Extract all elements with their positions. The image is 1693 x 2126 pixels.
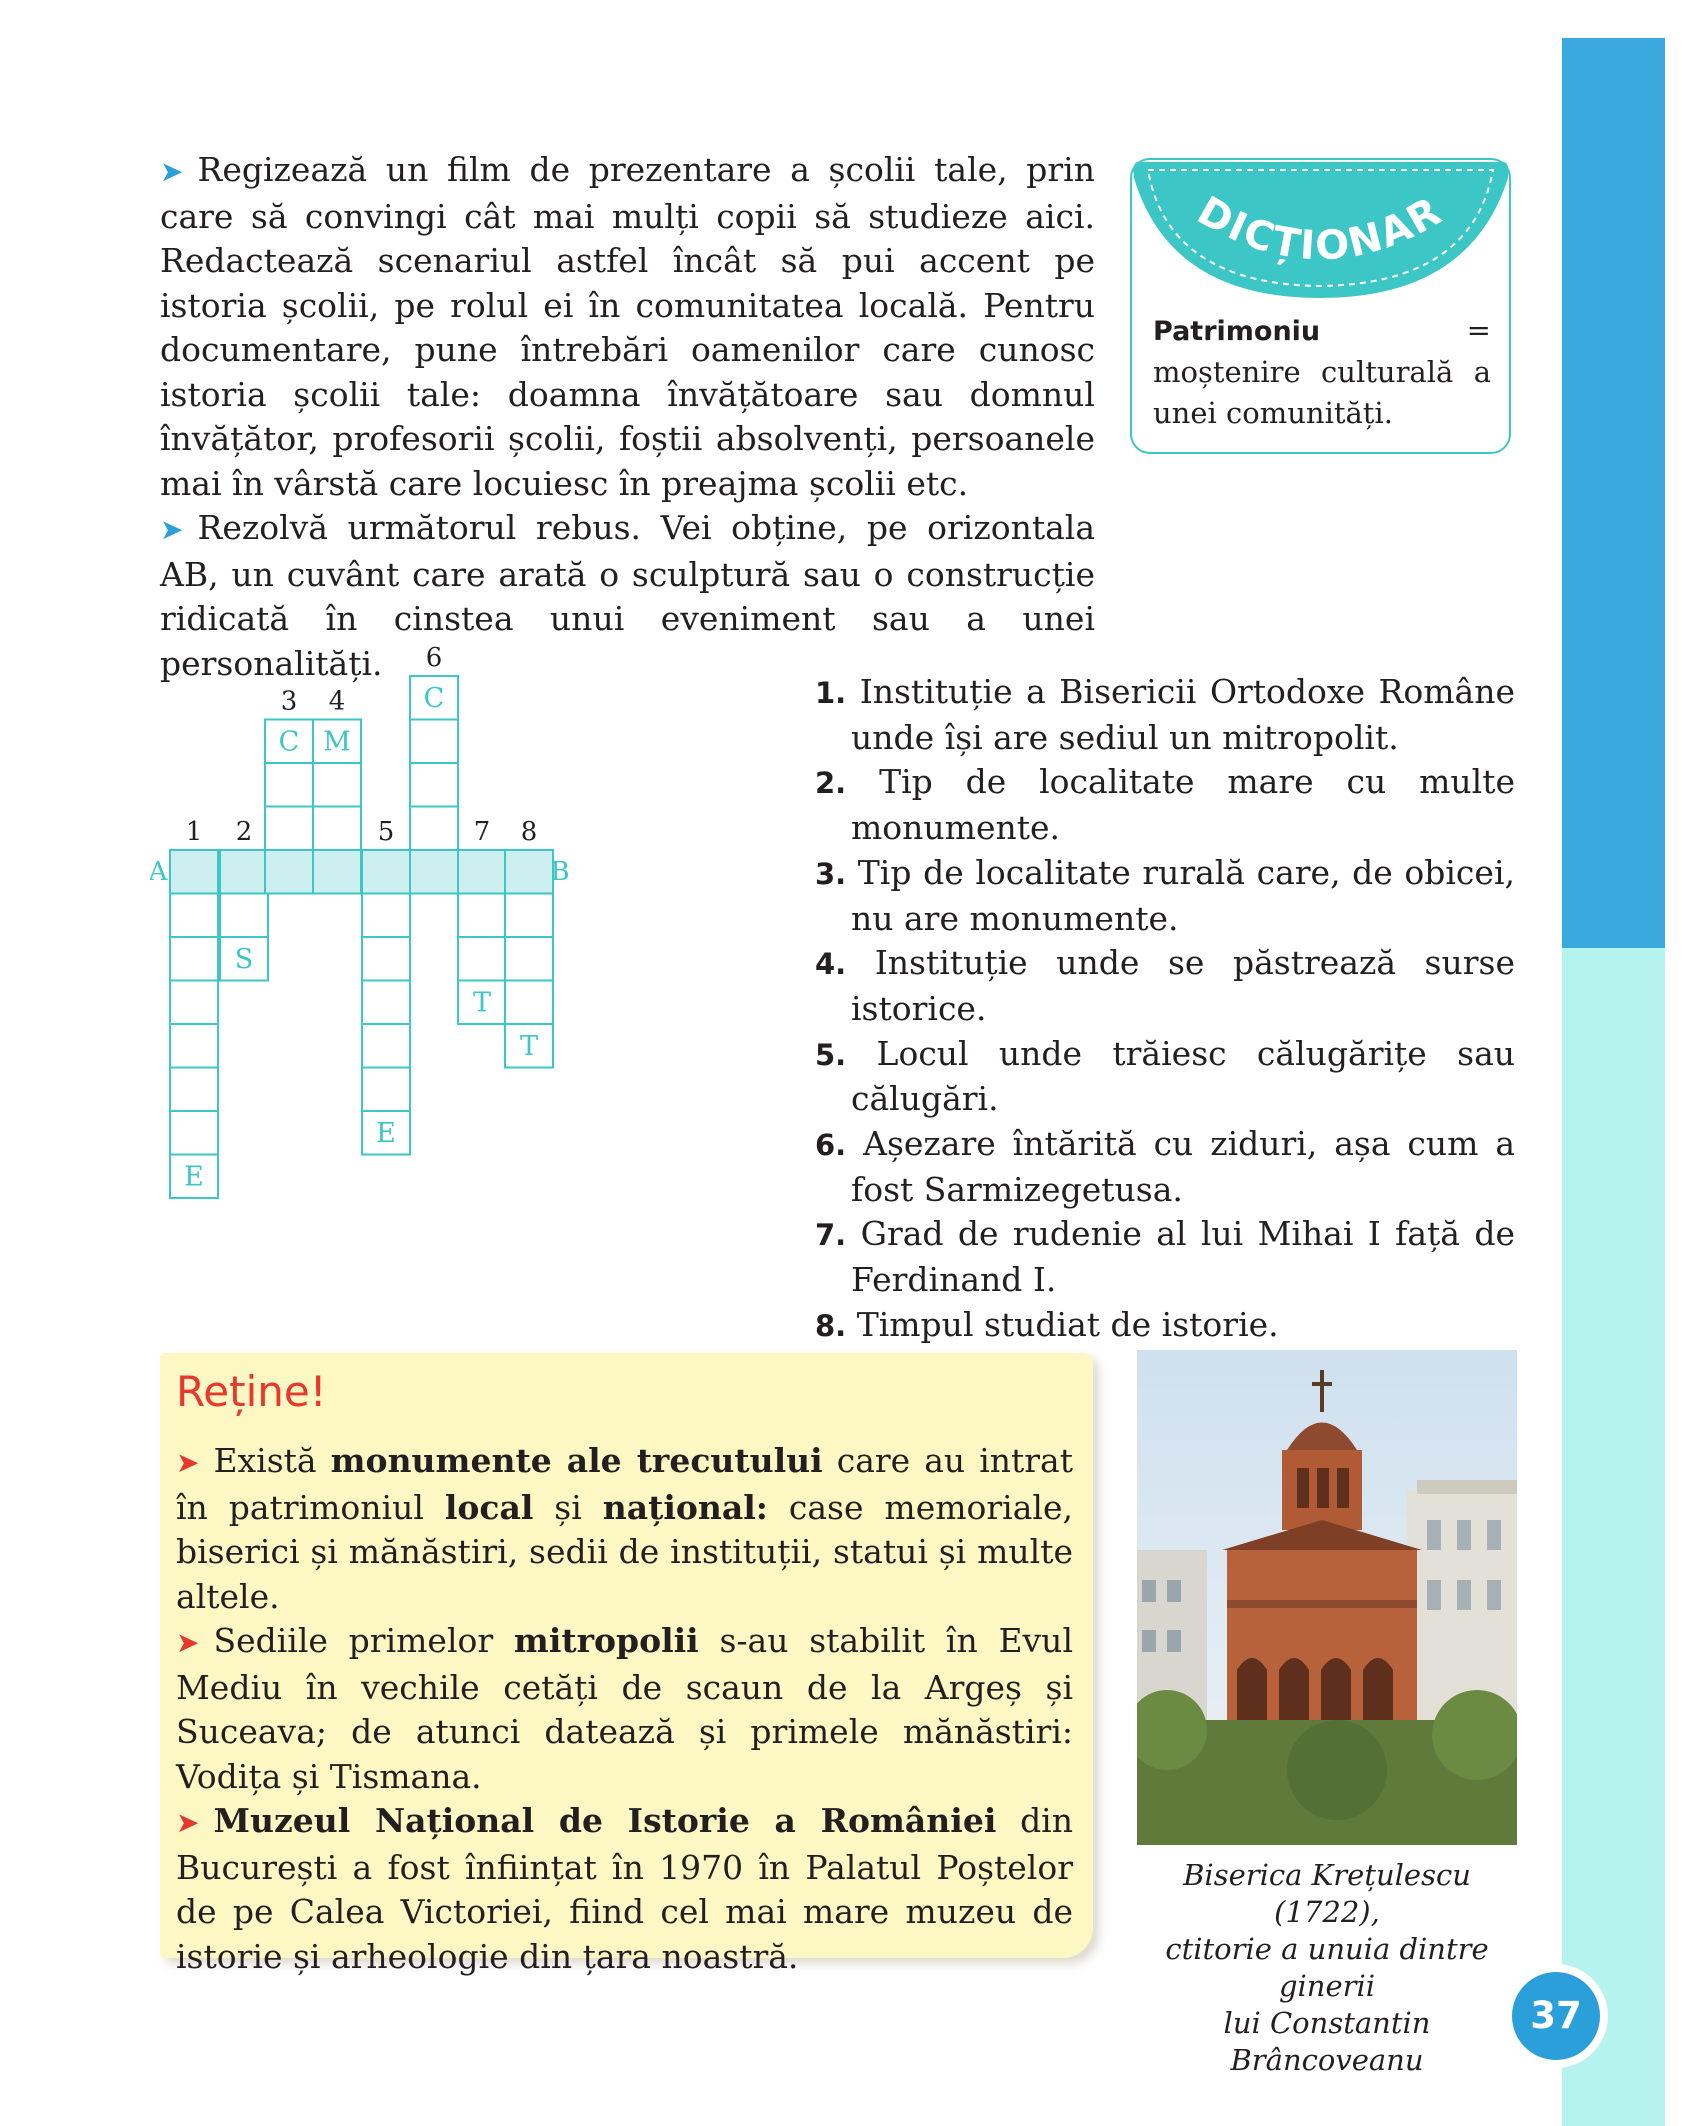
crossword-given-letter: T (519, 1031, 539, 1062)
tower-window (1317, 1468, 1329, 1508)
crossword-cell (313, 763, 361, 807)
crossword-cell (265, 763, 313, 807)
crossword-given-letter: E (376, 1118, 396, 1149)
crossword-number: 7 (473, 817, 491, 847)
dictionary-box (1130, 158, 1511, 454)
dictionary-term: Patrimoniu (1153, 316, 1321, 347)
task-paragraph-rebus: ➤ Rezolvă următorul rebus. Vei obține, pe orizontala AB, un cuvânt care arată o sculptură sau o construcție ridicată în cinstea unui eveniment sau a unei personalități. (160, 508, 1095, 683)
tower-window (1337, 1468, 1349, 1508)
remember-box (160, 1353, 1093, 1976)
window (1487, 1520, 1501, 1550)
clue-item: 3. Tip de localitate rurală care, de obicei, nu are monumente. (815, 852, 1515, 938)
remember-body (176, 1439, 1073, 1979)
crossword-cell (362, 1068, 410, 1112)
crossword-given-letter: M (323, 726, 351, 758)
crossword-cell (362, 1024, 410, 1068)
crossword-cell (505, 937, 553, 981)
remember-bullet: ➤ Muzeul Național de Istorie a României din București a fost înființat în 1970 în Palatul Poștelor de pe Calea Victoriei, fiind cel mai mare muzeu de istorie și arheologie din țara noastră. (176, 1801, 1073, 1976)
clue-item: 1. Instituție a Bisericii Ortodoxe Române unde își are sediul un mitropolit. (815, 672, 1515, 757)
crossword-ab-cell (410, 850, 458, 894)
crossword-ab-cell (220, 850, 268, 894)
window (1427, 1580, 1441, 1610)
crossword-ab-cell (170, 850, 218, 894)
remember-title: Reține! (176, 1367, 327, 1416)
crossword-cell (265, 807, 313, 851)
crossword-cell (410, 720, 458, 764)
tower-window (1297, 1468, 1309, 1508)
crossword-ab-cell (362, 850, 410, 894)
church-arch (1279, 1658, 1309, 1720)
remember-bullet: ➤ Există monumente ale trecutului care au intrat în patrimoniul local și național: case memoriale, biserici și mănăstiri, sedii de instituții, statui și multe altele. (176, 1441, 1073, 1616)
crossword-number: 2 (235, 817, 253, 847)
crossword-cell (505, 894, 553, 938)
crossword-cell (410, 763, 458, 807)
dictionary-entry (1153, 310, 1491, 434)
page-number: 37 (1512, 1972, 1600, 2060)
crossword-side-b: B (550, 857, 570, 887)
window (1487, 1580, 1501, 1610)
remember-bullet: ➤ Sediile primelor mitropolii s-au stabilit în Evul Mediu în vechile cetăți de scaun de la Argeș și Suceava; de atunci datează și primele mănăstiri: Vodița și Tismana. (176, 1621, 1073, 1796)
crossword-grid (150, 610, 770, 1320)
church-photo (1137, 1350, 1517, 1845)
clue-item: 4. Instituție unde se păstrează surse istorice. (815, 943, 1515, 1028)
crossword-cell (170, 1068, 218, 1112)
arrow-bullet-icon: ➤ (176, 1626, 200, 1659)
clue-item: 7. Grad de rudenie al lui Mihai I față de Ferdinand I. (815, 1214, 1515, 1300)
church-band (1227, 1600, 1417, 1608)
crossword-cell (410, 807, 458, 851)
arrow-bullet-icon: ➤ (160, 155, 184, 188)
church-illustration (1137, 1350, 1517, 1845)
side-band-top (1562, 38, 1665, 948)
clue-item: 2. Tip de localitate mare cu multe monumente. (815, 762, 1515, 848)
crossword-cell (170, 1024, 218, 1068)
window (1167, 1630, 1181, 1652)
crossword-ab-cell (265, 850, 313, 894)
window (1167, 1580, 1181, 1602)
window (1457, 1580, 1471, 1610)
crossword-cell (170, 981, 218, 1025)
crossword-number: 4 (328, 686, 346, 717)
crossword-cell (362, 937, 410, 981)
intro-text (160, 148, 1095, 686)
crossword-given-letter: S (234, 944, 254, 975)
cornice (1417, 1480, 1517, 1494)
crossword-ab-cell (458, 850, 506, 894)
window (1427, 1520, 1441, 1550)
crossword-clues (815, 670, 1515, 1349)
dictionary-definition: = moștenire culturală a unei comunități. (1153, 313, 1491, 430)
crossword-cell (458, 937, 506, 981)
crossword-cell (505, 981, 553, 1025)
side-band-bottom (1562, 948, 1665, 2126)
arrow-bullet-icon: ➤ (160, 513, 184, 546)
crossword-given-letter: C (278, 726, 300, 758)
photo-caption: Biserica Krețulescu (1722), ctitorie a unuia dintre ginerii lui Constantin Brâncoveanu (1165, 1858, 1489, 2077)
window (1142, 1630, 1156, 1652)
crossword-cell (458, 894, 506, 938)
church-arch (1321, 1658, 1351, 1720)
arrow-bullet-icon: ➤ (176, 1446, 200, 1479)
crossword-number: 1 (185, 817, 203, 847)
tree (1287, 1720, 1387, 1820)
crossword (150, 610, 770, 1324)
arrow-bullet-icon: ➤ (176, 1806, 200, 1839)
crossword-cell (313, 807, 361, 851)
window (1457, 1520, 1471, 1550)
crossword-cell (170, 1111, 218, 1155)
crossword-number: 5 (377, 817, 395, 847)
window (1142, 1580, 1156, 1602)
task-paragraph-film: ➤ Regizează un film de prezentare a școlii tale, prin care să convingi cât mai mulți copii să studieze aici. Redactează scenariul astfel încât să pui accent pe istoria școlii, pe rolul ei în comunitatea locală. Pentru documentare, pune întrebări oamenilor care cunosc istoria școlii tale: doamna învățătoare sau domnul învățător, profesorii școlii, foștii absolvenți, persoanele mai în vârstă care locuiesc în preajma școlii etc. (160, 150, 1095, 503)
church-arch (1237, 1658, 1267, 1720)
crossword-number: 8 (520, 817, 538, 847)
crossword-given-letter: T (472, 987, 492, 1019)
crossword-cell (220, 894, 268, 938)
crossword-cell (362, 894, 410, 938)
clue-item: 8. Timpul studiat de istorie. (815, 1304, 1279, 1344)
dictionary-title: DICȚIONAR (1189, 187, 1451, 270)
clue-item: 6. Așezare întărită cu ziduri, așa cum a fost Sarmizegetusa. (815, 1124, 1515, 1209)
crossword-cell (170, 937, 218, 981)
crossword-given-letter: C (423, 683, 445, 714)
crossword-number: 6 (425, 643, 443, 673)
crossword-cell (170, 894, 218, 938)
crossword-ab-cell (505, 850, 553, 894)
crossword-cell (362, 981, 410, 1025)
crossword-side-a: A (150, 857, 168, 887)
dictionary-banner (1130, 158, 1511, 308)
church-arch (1363, 1658, 1393, 1720)
crossword-number: 3 (280, 686, 298, 717)
clue-item: 5. Locul unde trăiesc călugărițe sau călugări. (815, 1033, 1515, 1119)
crossword-given-letter: E (184, 1161, 204, 1193)
crossword-ab-cell (313, 850, 361, 894)
